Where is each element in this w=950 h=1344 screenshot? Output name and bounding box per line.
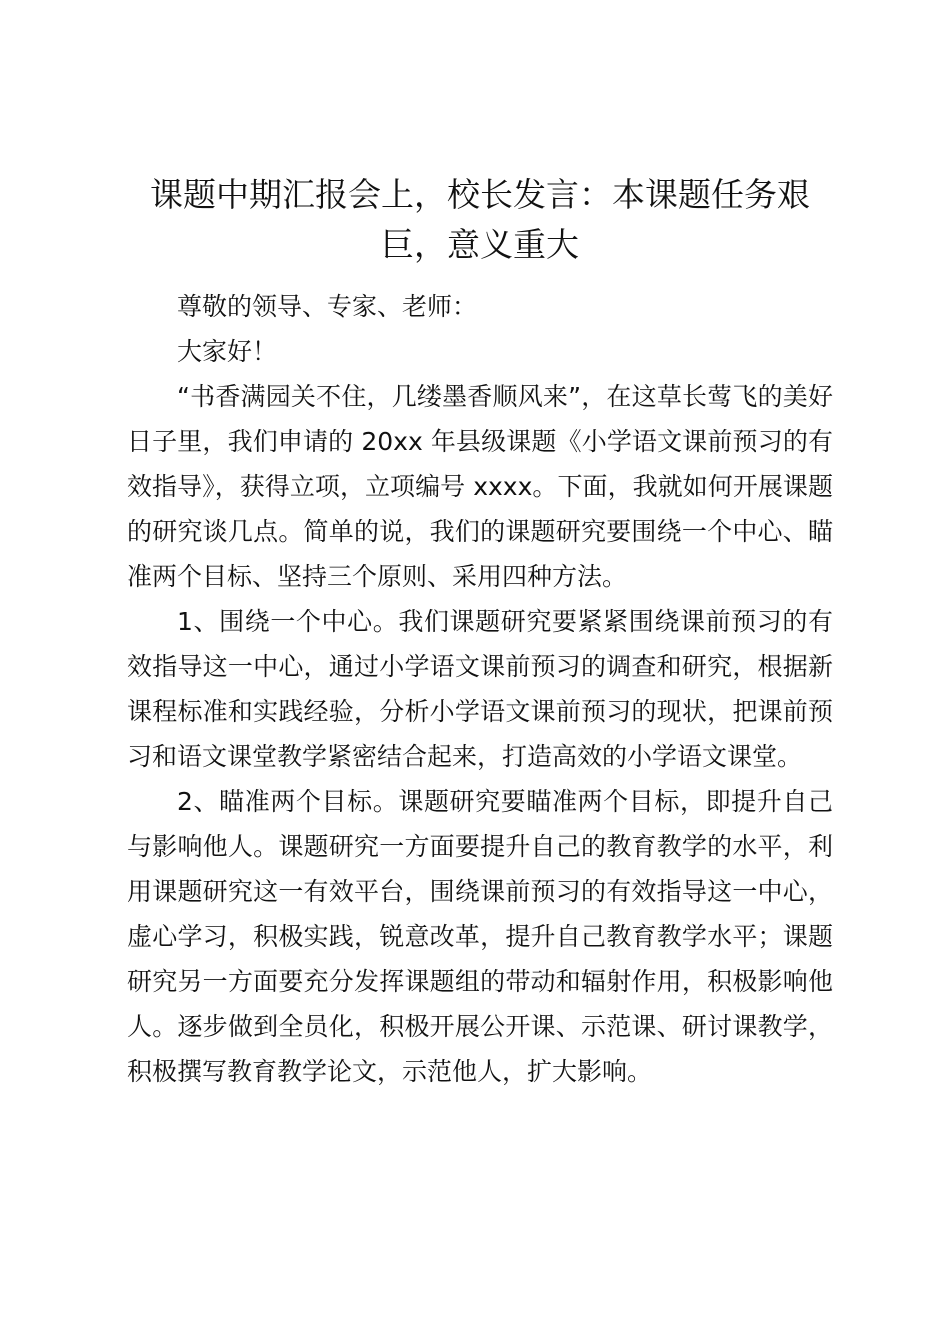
document-title: 课题中期汇报会上，校长发言：本课题任务艰巨，意义重大: [150, 175, 810, 264]
document-page: [127, 170, 833, 1094]
paragraph-intro: “书香满园关不住，几缕墨香顺风来”，在这草长莺飞的美好日子里，我们申请的 20xx 年县级课题《小学语文课前预习的有效指导》，获得立项，立项编号 xxxx。下面，我就如何开展课题的研究谈几点。简单的说，我们的课题研究要围绕一个中心、瞄准两个目标、坚持三个原则、采用四种方法。: [127, 382, 833, 591]
paragraph-two-goals: 2、瞄准两个目标。课题研究要瞄准两个目标，即提升自己与影响他人。课题研究一方面要提升自己的教育教学的水平，利用课题研究这一有效平台，围绕课前预习的有效指导这一中心，虚心学习，积极实践，锐意改革，提升自己教育教学水平；课题研究另一方面要充分发挥课题组的带动和辐射作用，积极影响他人。逐步做到全员化，积极开展公开课、示范课、研讨课教学，积极撰写教育教学论文，示范他人，扩大影响。: [127, 787, 833, 1086]
salutation: 尊敬的领导、专家、老师：: [177, 292, 478, 321]
paragraph-one-center: 1、围绕一个中心。我们课题研究要紧紧围绕课前预习的有效指导这一中心，通过小学语文课前预习的调查和研究，根据新课程标准和实践经验，分析小学语文课前预习的现状，把课前预习和语文课堂教学紧密结合起来，打造高效的小学语文课堂。: [127, 607, 833, 771]
greeting: 大家好！: [177, 337, 278, 366]
